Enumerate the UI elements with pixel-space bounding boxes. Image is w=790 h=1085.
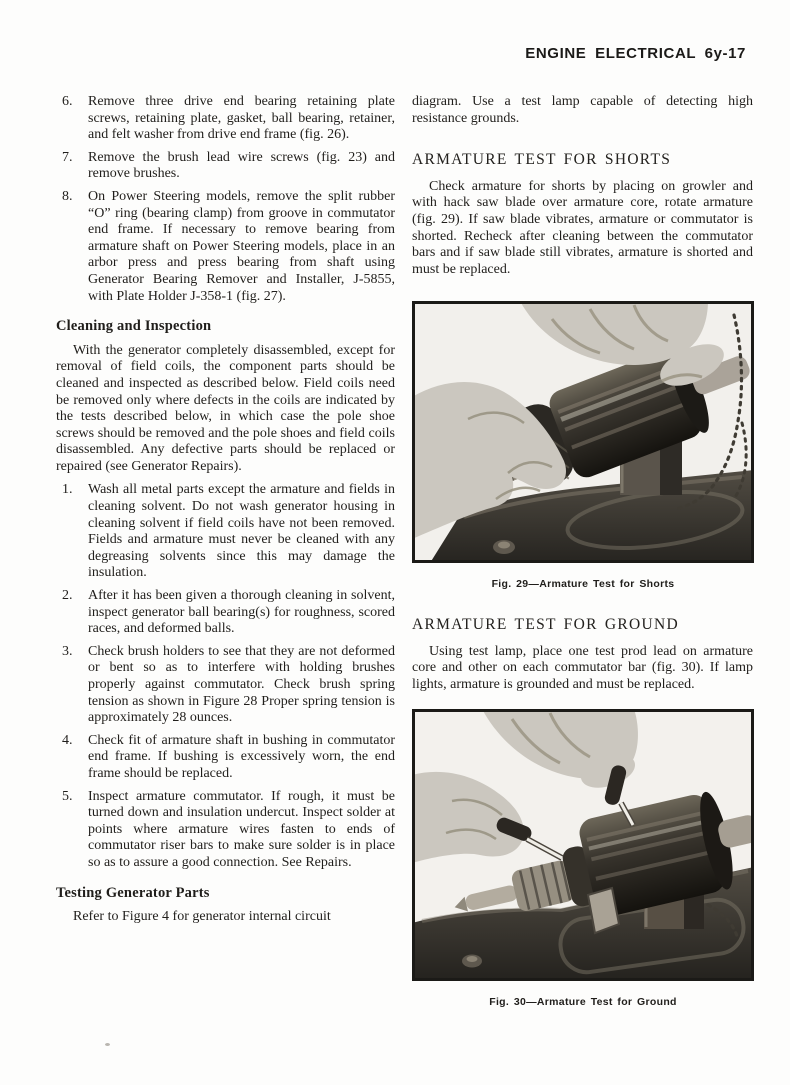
list-item-text: Remove the brush lead wire screws (fig. 23) and remove brushes. (88, 149, 395, 182)
list-item-number: 2. (62, 588, 73, 604)
list-item-text: After it has been given a thorough cleaning in solvent, inspect generator ball bearing(s) for roughness, scored races, and deformed balls. (88, 588, 395, 637)
list-item-number: 6. (62, 94, 73, 109)
list-item-text: Check brush holders to see that they are not deformed or bent so as to interfere with holding brushes properly against commutator. Check brush spring tension as shown in Figure 28 Proper spring tension is approximately 28 ounces. (88, 643, 395, 726)
list-item-text: Wash all metal parts except the armature and fields in cleaning solvent. Do not wash generator housing in cleaning solvent if field coils have not been removed. Fields and armature must never be cleaned with any degreasing solvents since this may damage the insulation. (88, 482, 395, 581)
list-item-number: 7. (62, 149, 73, 165)
figure-29-caption: Fig. 29—Armature Test for Shorts (491, 578, 675, 591)
list-item (56, 644, 395, 727)
scan-artifact-dot (105, 1043, 110, 1046)
figure-30 (412, 709, 754, 1011)
shorts-paragraph: Check armature for shorts by placing on growler and with hack saw blade over armature core, rotate armature (fig. 29). If saw blade vibrates, armature or commutator is shorted. Recheck after cleaning between the commutator bars and if saw blade still vibrates, armature is shorted and must be replaced. (412, 178, 753, 277)
cleaning-intro-paragraph: With the generator completely disassembled, except for removal of field coils, the component parts should be cleaned and inspected as described below. Field coils need be removed only where defects in the coils are indicated by the tests described below, in which case the pole shoe screws should be removed and the pole shoes and field coils disassembled. Any defective parts should be replaced or repaired (see Generator Repairs). (56, 342, 395, 474)
right-column (412, 94, 753, 1011)
list-item (56, 150, 395, 183)
list-item (56, 94, 395, 144)
list-item-number: 5. (62, 788, 73, 804)
list-item (56, 189, 395, 305)
continued-paragraph: diagram. Use a test lamp capable of detecting high resistance grounds. (412, 94, 753, 126)
testing-paragraph: Refer to Figure 4 for generator internal circuit (73, 909, 331, 925)
section-heading-cleaning-and-inspection: Cleaning and Inspection (56, 318, 212, 335)
left-column (56, 94, 395, 926)
list-item (56, 588, 395, 638)
figure-29 (412, 301, 754, 593)
ground-paragraph: Using test lamp, place one test prod lead on armature core and other on each commutator bar (fig. 30). If lamp lights, armature is grounded and must be replaced. (412, 643, 753, 692)
list-item (56, 789, 395, 872)
list-item (56, 482, 395, 582)
list-item (56, 733, 395, 783)
list-item-number: 4. (62, 732, 73, 748)
list-item-text: Remove three drive end bearing retaining plate screws, retaining plate, gasket, ball bearing, retainer, and felt washer from drive end frame (fig. 26). (88, 94, 395, 143)
list-item-text: On Power Steering models, remove the split rubber “O” ring (bearing clamp) from groove in commutator end frame. If necessary to remove bearing from armature shaft on Power Steering models, place in an arbor press and press bearing from shaft using Generator Bearing Remover and Installer, J-5855, with Plate Holder J-358-1 (fig. 27). (88, 188, 395, 304)
section-heading-armature-test-for-ground: ARMATURE TEST FOR GROUND (412, 615, 680, 633)
figure-30-photo (412, 709, 754, 981)
list-item-text: Check fit of armature shaft in bushing in commutator end frame. If bushing is excessively worn, the end frame should be replaced. (88, 732, 395, 781)
list-item-number: 8. (62, 188, 73, 204)
page-header: ENGINE ELECTRICAL 6y-17 (525, 45, 746, 62)
section-heading-armature-test-for-shorts: ARMATURE TEST FOR SHORTS (412, 151, 672, 169)
list-item-number: 1. (62, 482, 73, 498)
figure-30-caption: Fig. 30—Armature Test for Ground (489, 996, 677, 1009)
list-item-text: Inspect armature commutator. If rough, it must be turned down and insulation undercut. Inspect solder at points where armature wires fasten to ends of commutator riser bars to make sure solder is in place so as to assure a good connection. See Repairs. (88, 788, 395, 870)
figure-29-photo (412, 301, 754, 563)
section-heading-testing-generator-parts: Testing Generator Parts (56, 884, 210, 901)
list-item-number: 3. (62, 643, 73, 659)
